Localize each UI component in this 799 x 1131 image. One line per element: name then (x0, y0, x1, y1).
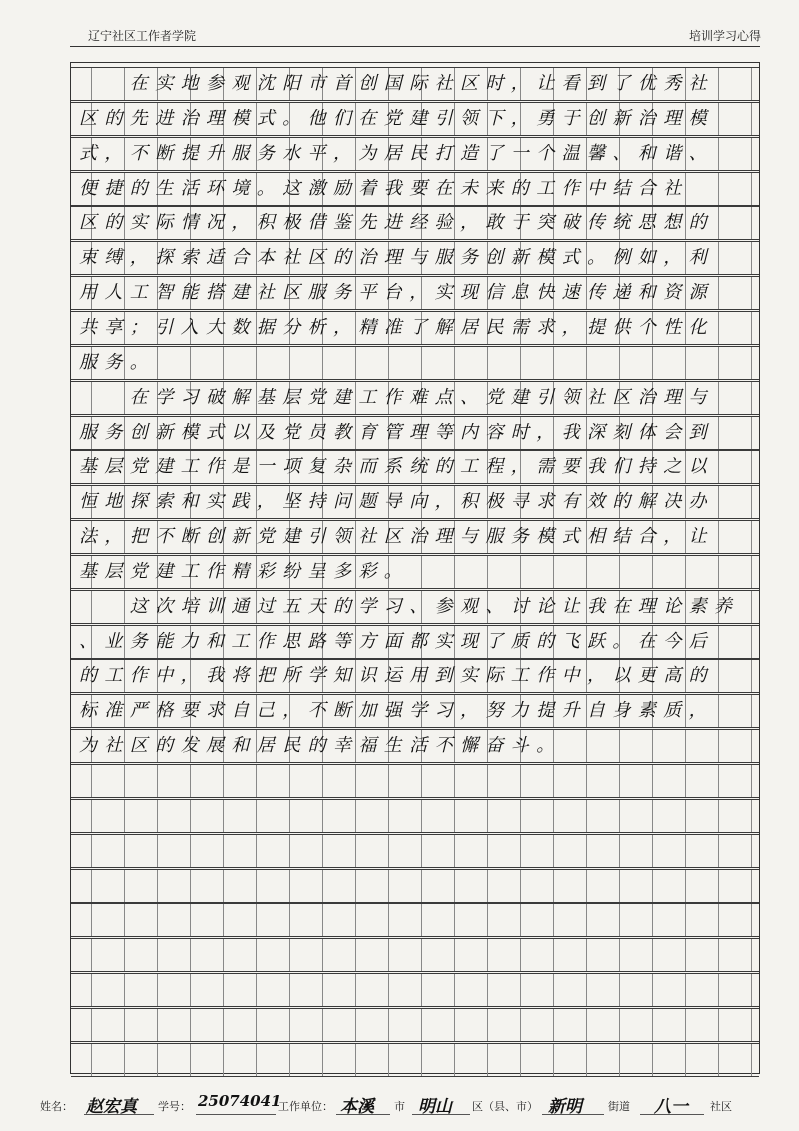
handwritten-text: 法，把不断创新党建引领社区治理与服务模式相结合，让 (79, 526, 714, 548)
writing-line (71, 625, 759, 659)
writing-line (71, 241, 759, 275)
writing-line (71, 938, 759, 972)
writing-line (71, 485, 759, 519)
header-divider (70, 46, 760, 47)
handwritten-text: 用人工智能搭建社区服务平台，实现信息快速传递和资源 (79, 282, 714, 304)
handwritten-text: 便捷的生活环境。这激励着我要在未来的工作中结合社 (79, 177, 689, 199)
writing-line (71, 416, 759, 450)
handwritten-text: 基层党建工作是一项复杂而系统的工程，需要我们持之以 (79, 456, 714, 478)
writing-line (71, 346, 759, 380)
street-value: 新明 (548, 1097, 582, 1117)
name-value: 赵宏真 (86, 1097, 137, 1117)
writing-line (71, 1008, 759, 1042)
name-label: 姓名： (40, 1100, 73, 1113)
writing-line (71, 869, 759, 903)
city-underline (336, 1114, 390, 1115)
handwritten-text: 服务。 (79, 351, 156, 373)
writing-line (71, 520, 759, 554)
writing-line (71, 590, 759, 624)
handwritten-text: 在学习破解基层党建工作难点、党建引领社区治理与 (79, 386, 714, 408)
handwritten-text: 恒地探索和实践，坚持问题导向，积极寻求有效的解决办 (79, 491, 714, 513)
community-value: 八一 (654, 1097, 688, 1117)
community-label: 社区 (710, 1100, 732, 1113)
writing-line (71, 903, 759, 937)
city-label: 市 (394, 1100, 405, 1113)
writing-line (71, 973, 759, 1007)
handwritten-text: 的工作中，我将把所学知识运用到实际工作中，以更高的 (79, 665, 714, 687)
writing-line (71, 206, 759, 240)
handwritten-text: 束缚，探索适合本社区的治理与服务创新模式。例如，利 (79, 247, 714, 269)
writing-line (71, 276, 759, 310)
document-title: 培训学习心得 (688, 29, 761, 43)
district-value: 明山 (418, 1097, 452, 1117)
street-label: 街道 (608, 1100, 630, 1113)
student-id-value: 25074041 (198, 1092, 282, 1110)
district-underline (412, 1114, 470, 1115)
handwritten-text: 、业务能力和工作思路等方面都实现了质的飞跃。在今后 (79, 630, 714, 652)
student-info-footer (40, 1092, 779, 1116)
writing-line (71, 694, 759, 728)
writing-line (71, 659, 759, 693)
writing-line (71, 137, 759, 171)
city-value: 本溪 (340, 1097, 374, 1117)
writing-line (71, 172, 759, 206)
student-id-underline (196, 1114, 276, 1115)
handwritten-text: 共享；引入大数据分析，精准了解居民需求，提供个性化 (79, 316, 714, 338)
lined-writing-sheet (70, 62, 760, 1074)
work-unit-label: 工作单位： (278, 1100, 333, 1113)
writing-line (71, 311, 759, 345)
writing-line (71, 555, 759, 589)
writing-line (71, 764, 759, 798)
handwritten-text: 在实地参观沈阳市首创国际社区时，让看到了优秀社 (79, 73, 714, 94)
student-id-label: 学号： (158, 1100, 191, 1113)
writing-line (71, 381, 759, 415)
writing-line (71, 102, 759, 136)
handwritten-text: 为社区的发展和居民的幸福生活不懈奋斗。 (79, 735, 562, 757)
writing-line (71, 834, 759, 868)
writing-line (71, 729, 759, 763)
handwritten-text: 服务创新模式以及党员教育管理等内容时，我深刻体会到 (79, 421, 714, 443)
handwritten-text: 区的先进治理模式。他们在党建引领下，勇于创新治理模 (79, 107, 714, 129)
district-label: 区（县、市） (472, 1100, 538, 1113)
writing-line (71, 799, 759, 833)
writing-line (71, 1043, 759, 1077)
handwritten-text: 标准严格要求自己，不断加强学习，努力提升自身素质， (79, 700, 714, 722)
college-name: 辽宁社区工作者学院 (88, 29, 197, 43)
community-underline (640, 1114, 704, 1115)
handwritten-text: 基层党建工作精彩纷呈多彩。 (79, 560, 410, 582)
handwritten-text: 式，不断提升服务水平，为居民打造了一个温馨、和谐、 (79, 142, 714, 164)
street-underline (542, 1114, 604, 1115)
writing-line (71, 450, 759, 484)
handwritten-text: 这次培训通过五天的学习、参观、讨论让我在理论素养 (79, 595, 740, 617)
handwritten-text: 区的实际情况，积极借鉴先进经验，敢于突破传统思想的 (79, 212, 714, 234)
writing-line (71, 67, 759, 101)
name-underline (84, 1114, 154, 1115)
